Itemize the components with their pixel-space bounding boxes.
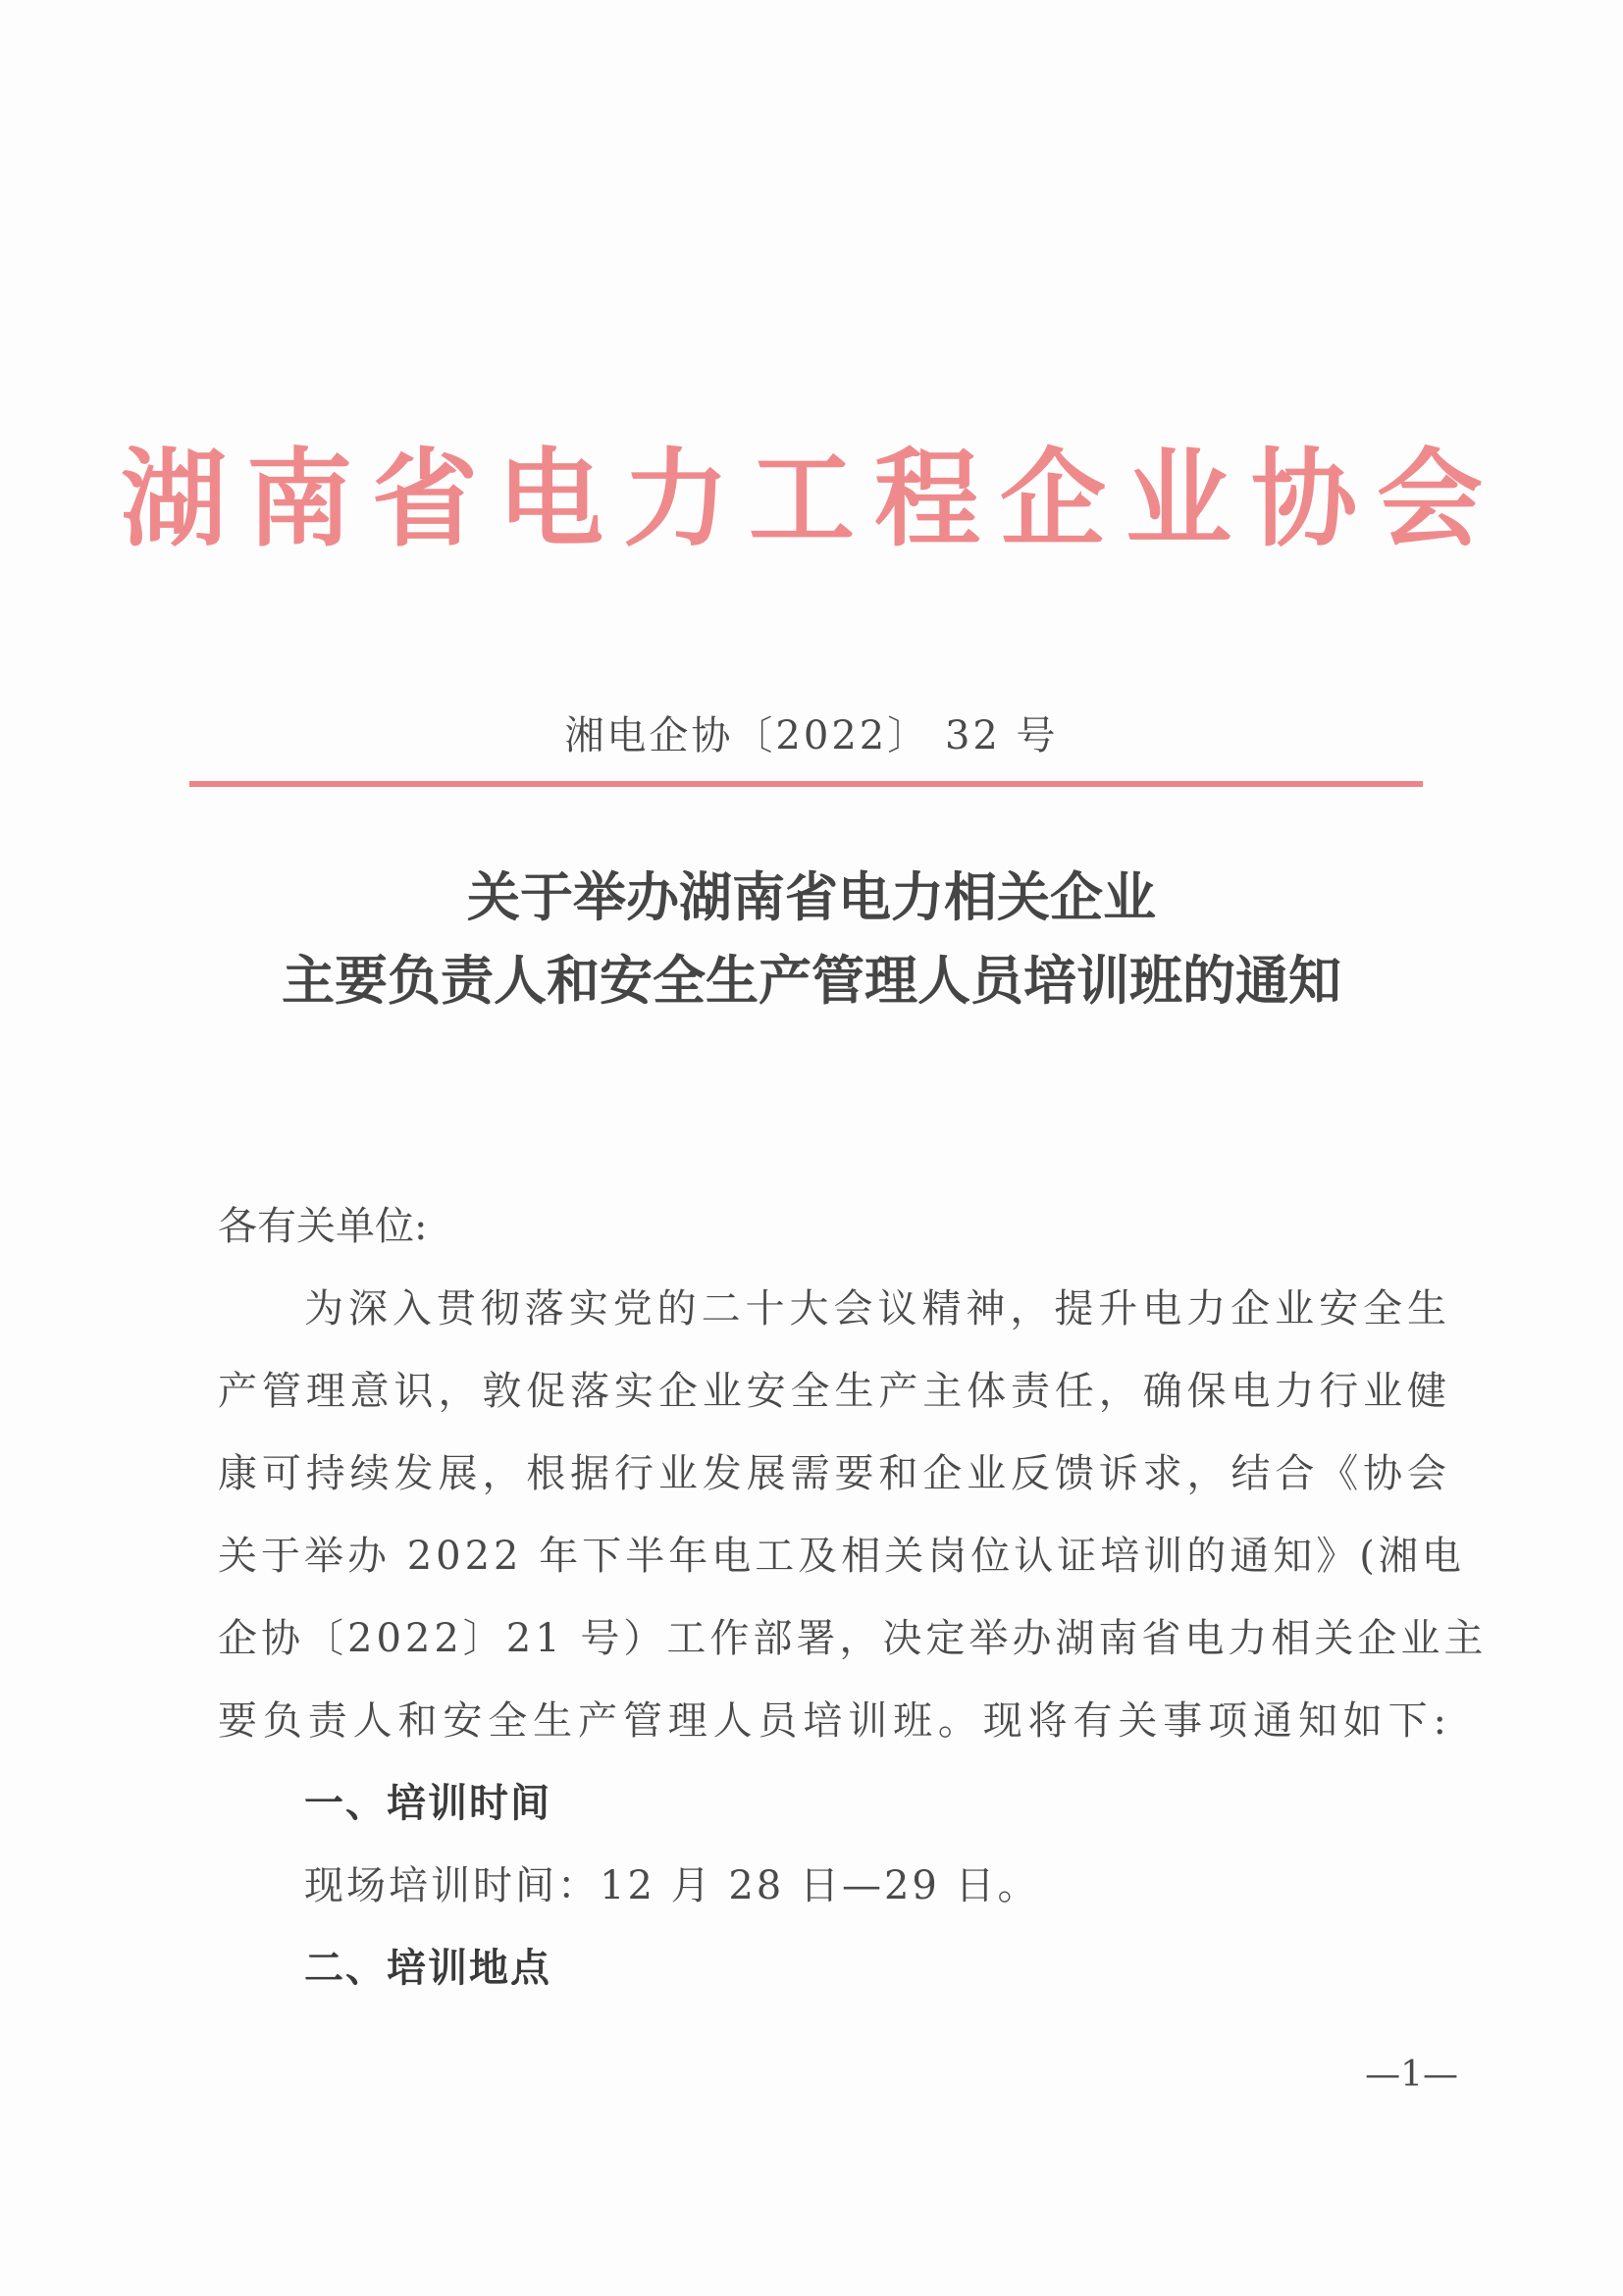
red-header-rule [189,781,1423,787]
body-line-6: 要负责人和安全生产管理人员培训班。现将有关事项通知如下: [218,1698,1450,1744]
training-time-text: 现场培训时间：12 月 28 日—29 日。 [304,1863,1040,1908]
body-line-4: 关于举办 2022 年下半年电工及相关岗位认证培训的通知》(湘电 [218,1534,1465,1579]
masthead-org-name: 湖南省电力工程企业协会 [120,439,1502,561]
body-line-2: 产管理意识，敦促落实企业安全生产主体责任，确保电力行业健 [218,1369,1450,1414]
body-line-5: 企协〔2022〕21 号）工作部署，决定举办湖南省电力相关企业主 [218,1616,1488,1661]
notice-title-line-2: 主要负责人和安全生产管理人员培训班的通知 [282,950,1341,1012]
section-heading-training-location: 二、培训地点 [304,1946,551,1991]
document-number: 湘电企协〔2022〕 32 号 [564,713,1059,758]
body-line-1: 为深入贯彻落实党的二十大会议精神，提升电力企业安全生 [304,1286,1450,1331]
salutation: 各有关单位: [218,1204,428,1249]
body-line-3: 康可持续发展，根据行业发展需要和企业反馈诉求，结合《协会 [218,1451,1450,1496]
page-number: —1— [1365,2055,1458,2095]
notice-title-line-1: 关于举办湖南省电力相关企业 [467,866,1156,928]
section-heading-training-time: 一、培训时间 [304,1781,551,1826]
